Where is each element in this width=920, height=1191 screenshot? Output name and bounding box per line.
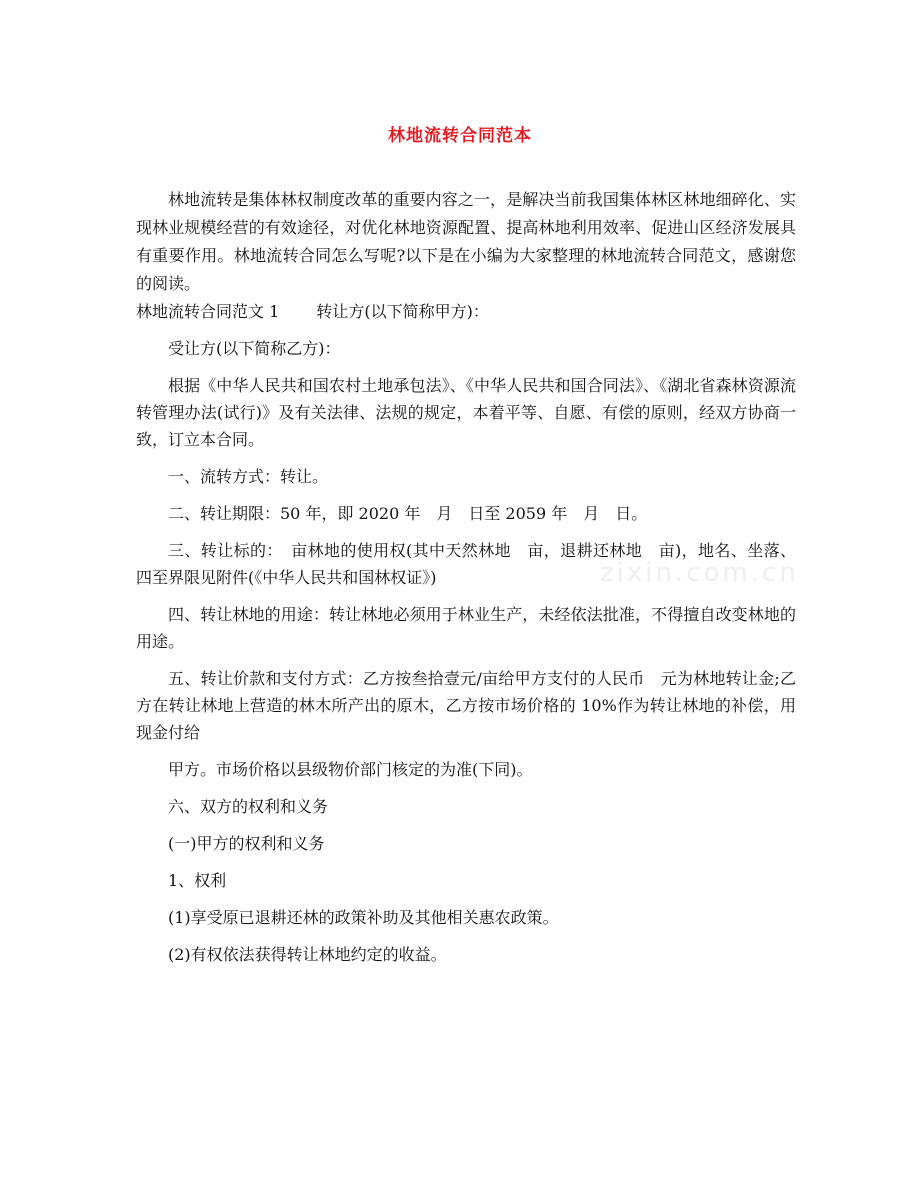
- document-title: 林地流转合同范本: [388, 126, 532, 146]
- right-1: (1)享受原已退耕还林的政策补助及其他相关惠农政策。: [168, 908, 559, 927]
- rights-heading: 1、权利: [168, 871, 227, 890]
- watermark: zixin.com.cn: [600, 558, 799, 588]
- intro-paragraph: 林地流转是集体林权制度改革的重要内容之一，是解决当前我国集体林区林地细碎化、实现林业规模经营的有效途径，对优化林地资源配置、提高林地利用效率、促进山区经济发展具有重要作用。林地流转合同怎么写呢?以下是在小编为大家整理的林地流转合同范文，感谢您的阅读。: [136, 190, 796, 293]
- contract-heading: 林地流转合同范文 1 转让方(以下简称甲方)：: [136, 302, 489, 321]
- right-2: (2)有权依法获得转让林地约定的收益。: [168, 945, 447, 964]
- clause-6-party-a: (一)甲方的权利和义务: [168, 834, 325, 853]
- party-b-line: 受让方(以下简称乙方)：: [168, 339, 341, 358]
- clause-1: 一、流转方式：转让。: [168, 467, 329, 486]
- clause-5-continued: 甲方。市场价格以县级物价部门核定的为准(下同)。: [168, 760, 533, 779]
- clause-4: 四、转让林地的用途：转让林地必须用于林业生产，未经依法批准，不得擅自改变林地的用途。: [136, 605, 796, 651]
- clause-2: 二、转让期限：50 年，即 2020 年 月 日至 2059 年 月 日。: [168, 504, 648, 523]
- clause-6: 六、双方的权利和义务: [168, 797, 329, 816]
- clause-5: 五、转让价款和支付方式：乙方按叁拾壹元/亩给甲方支付的人民币 元为林地转让金;乙方在转让林地上营造的林木所产出的原木，乙方按市场价格的 10%作为转让林地的补偿，用现金付给: [136, 669, 796, 742]
- legal-basis-paragraph: 根据《中华人民共和国农村土地承包法》、《中华人民共和国合同法》、《湖北省森林资源流转管理办法(试行)》及有关法律、法规的规定，本着平等、自愿、有偿的原则，经双方协商一致，订立本合同。: [136, 376, 796, 449]
- document-body: [136, 186, 796, 968]
- clause-3: 三、转让标的： 亩林地的使用权(其中天然林地 亩，退耕还林地 亩)，地名、坐落、四至界限见附件(《中华人民共和国林权证》): [136, 541, 796, 587]
